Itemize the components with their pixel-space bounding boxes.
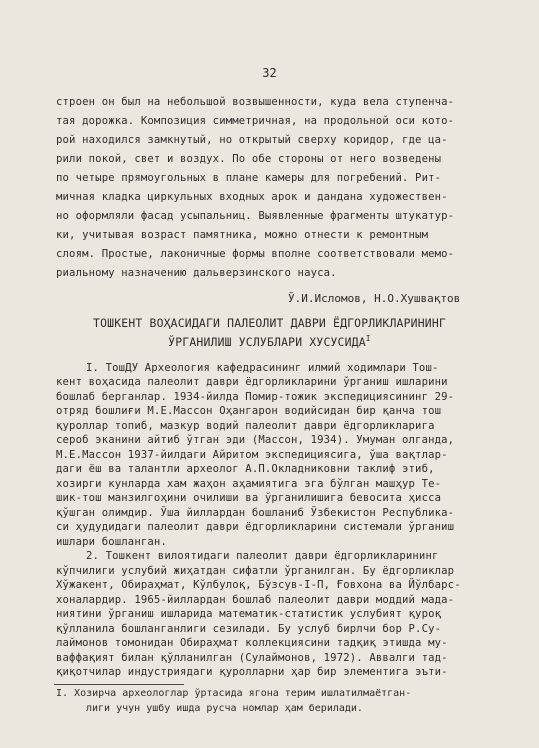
text-line: қўлланила бошланганлиги сезилади. Бу услуб бирлчи бор Р.Су- [56, 622, 442, 635]
text-line: си ҳудудидаги палеолит даври ёдгорликларини системали ўрганиш [56, 521, 455, 534]
text-line: қиқотчилар индустриядаги қуролларни ҳар бир элементига эъти- [56, 666, 448, 678]
footnote-line: I. Хозирча археологлар ўртасида ягона терим ишлатилмаётган- [56, 688, 412, 699]
text-line: хозирги кунларда хам жаҳон аҳамиятига эга бўлган машҳур Те- [56, 477, 442, 490]
footnote-line: лиги учун ушбу ишда русча номлар ҳам берилади. [86, 703, 363, 714]
text-line: рили покой, свет и воздух. По обе стороны от него возведены [56, 153, 442, 165]
text-line: хоналардир. 1965-йиллардан бошлаб палеолит даври моддий мада- [56, 593, 455, 606]
text-line: сероб эканини айтиб ўтган эди (Массон, 1934). Умуман олганда, [56, 434, 455, 447]
article-title-text: ЎРГАНИЛИШ УСЛУБЛАРИ ХУСУСИДА [168, 334, 366, 349]
text-line: ниятини ўрганиш ишларида математик-статистик услубият қуроқ [56, 608, 442, 621]
text-line: тая дорожка. Композиция симметричная, на продольной оси кото- [56, 115, 455, 127]
text-line: 2. Тошкент вилоятидаги палеолит даври ёдгорликларининг [86, 550, 439, 563]
article-title-line-2 [0, 334, 539, 349]
text-line: отряд бошлиғи М.Е.Массон Оҳангарон водийсидан бир қанча тош [56, 405, 442, 418]
text-line: қуроллар топиб, мазкур водий палеолит даври ёдгорликларига [56, 419, 435, 432]
text-line: даги ёш ва талантли археолог А.П.Окладниковни таклиф этиб, [56, 463, 435, 476]
text-line: Хўжакент, Обираҳмат, Кўлбулоқ, Бўзсув-I-П, Ғовхона ва Йўлбарс- [56, 579, 461, 592]
text-line: строен он был на небольшой возвышенности, куда вела ступенча- [56, 96, 455, 108]
text-line: бошлаб берганлар. 1934-йилда Помир-тожик экспедициясининг 29- [56, 390, 455, 403]
text-line: лаймонов томонидан Обираҳмат коллекциясини тадқиқ этишда му- [56, 637, 448, 650]
article-title-line-1: ТОШКЕНТ ВОҲАСИДАГИ ПАЛЕОЛИТ ДАВРИ ЁДГОРЛИКЛАРИНИНГ [93, 316, 446, 330]
text-line: по четыре прямоугольных в плане камеры для погребений. Рит- [56, 172, 442, 184]
footnote-reference: I [365, 334, 371, 343]
text-line: I. ТошДУ Археология кафедрасининг илмий ходимлари Тош- [86, 362, 439, 374]
authors: Ў.И.Исломов, Н.О.Хушвақтов [288, 292, 461, 305]
text-line: шик-тош манзилгоҳини очилиши ва ўрганилишига бевосита ҳисса [56, 492, 442, 505]
footnote-divider [54, 684, 184, 685]
text-line: ваффақият билан қўлланилган (Сулаймонов, 1972). Аввалги тад- [56, 651, 448, 664]
page-number: 32 [262, 66, 277, 80]
text-line: М.Е.Массон 1937-йилдаги Айритом экспедициясига, ўша вақтлар- [56, 448, 448, 461]
text-line: қўшган олимдир. Ўша йиллардан бошланиб Ўзбекистон Республика- [56, 506, 455, 519]
text-line: риальному назначению дальверзинского науса. [56, 267, 337, 279]
text-line: ки, учитывая возраст памятника, можно отнести к ремонтным [56, 229, 429, 241]
text-line: слоям. Простые, лаконичные формы вполне соответствовали мемо- [56, 248, 455, 260]
text-line: ишлари бошланган. [56, 535, 167, 548]
text-line: мичная кладка циркульных входных арок и дандана художествен- [56, 191, 448, 203]
text-line: кўпчилиги услубий жиҳатдан сифатли ўрганилган. Бу ёдгорликлар [56, 564, 455, 577]
text-line: рой находился замкнутый, но открытый сверху коридор, где ца- [56, 134, 448, 146]
text-line: но оформляли фасад усыпальниц. Выявленные фрагменты штукатур- [56, 210, 455, 222]
text-line: кент воҳасида палеолит даври ёдгорликларини ўрганиш ишларини [56, 376, 448, 389]
